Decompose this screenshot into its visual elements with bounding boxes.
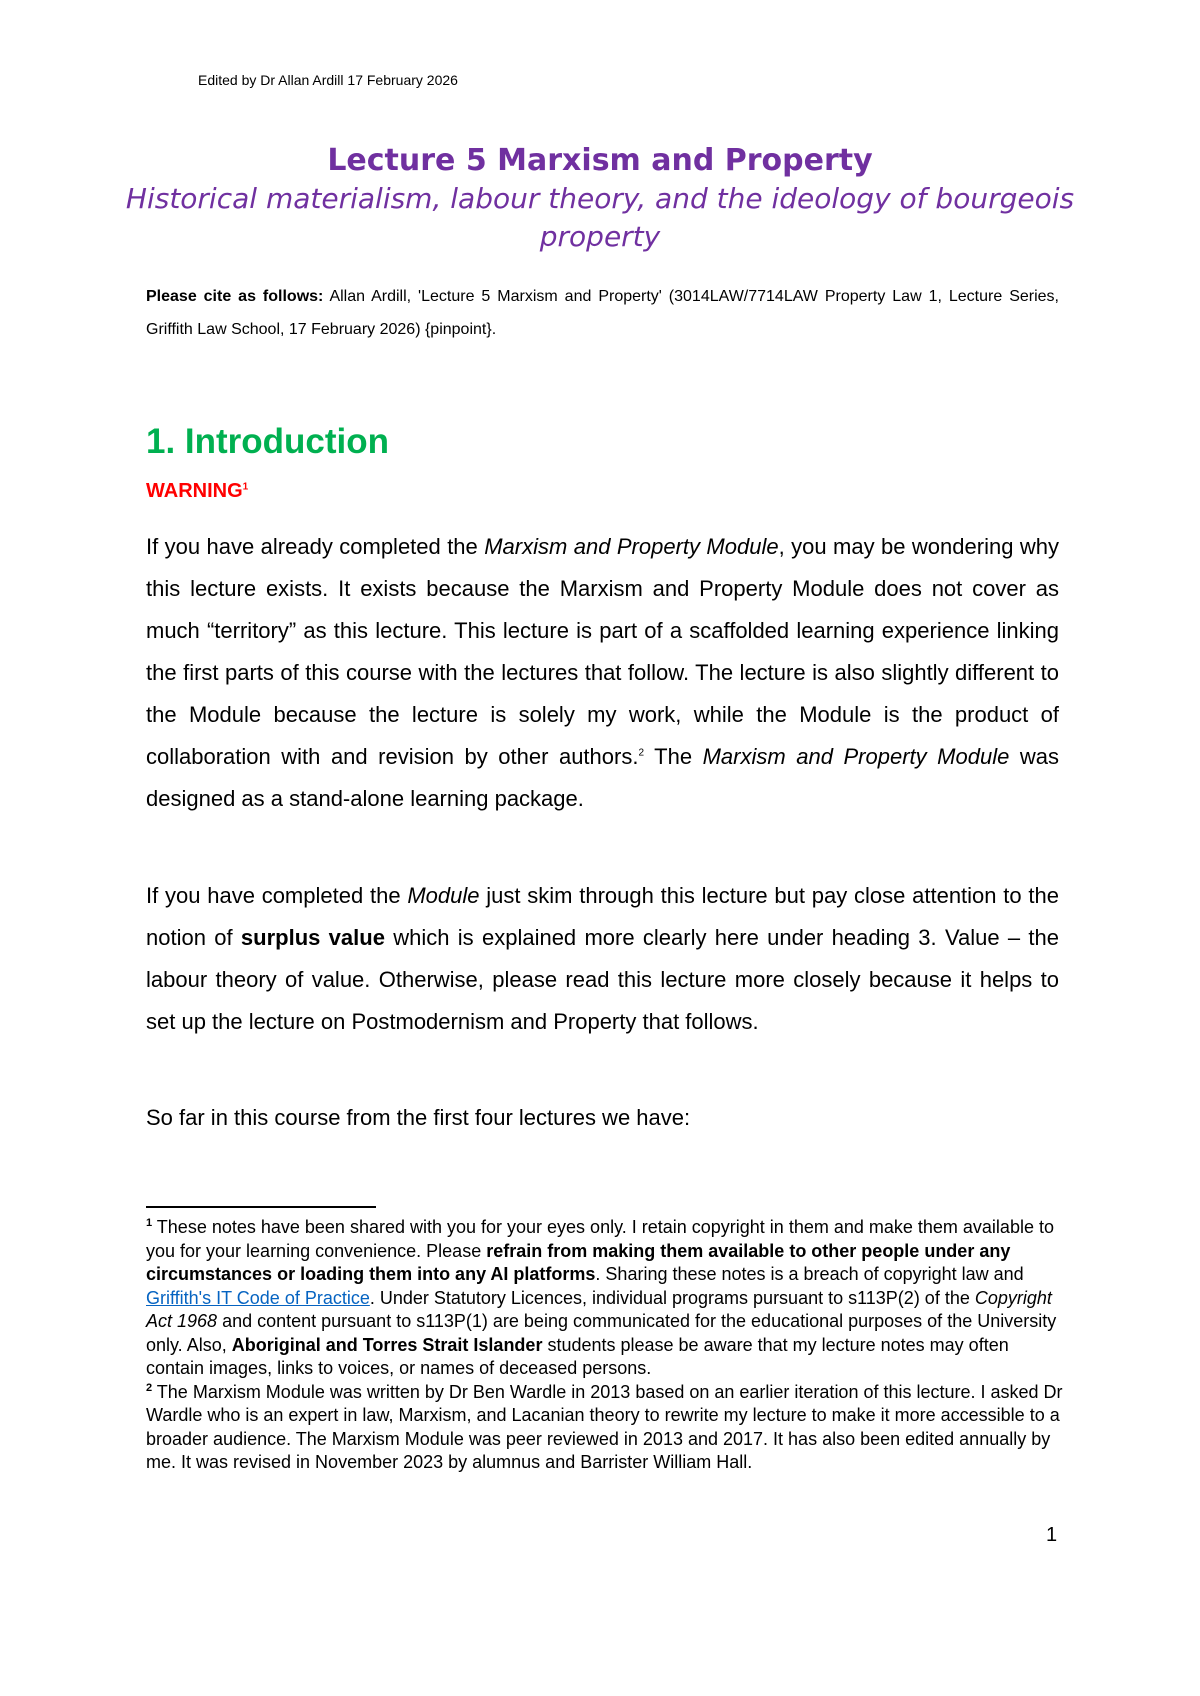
fn1-text-e: students please be aware that my lecture notes may often contain images, links to voices, or names of deceased persons.	[146, 1334, 1009, 1378]
footnote-ref-2[interactable]: 2	[638, 747, 645, 759]
p1-text-c: The	[644, 744, 703, 769]
fn1-text-c: . Under Statutory Licences, individual programs pursuant to s113P(2) of the	[369, 1287, 975, 1308]
footnotes	[146, 1216, 1066, 1475]
p2-text-c: which is explained more clearly here under heading 3. Value – the labour theory of value. Otherwise, please read this lecture more closely because it helps to set up the lecture on Postmodernism and Property that follows.	[146, 925, 1060, 1034]
title-block	[120, 142, 1080, 256]
page-subtitle: Historical materialism, labour theory, and the ideology of bourgeois property	[125, 182, 1075, 253]
section-heading-introduction: 1. Introduction	[146, 422, 390, 461]
paragraph-3: So far in this course from the first four lectures we have:	[146, 1105, 691, 1130]
warning-text: WARNING	[146, 480, 243, 502]
paragraph-1	[146, 526, 1059, 820]
footnote-separator	[146, 1206, 376, 1208]
warning-label	[146, 480, 248, 503]
it-code-of-practice-link[interactable]: Griffith's IT Code of Practice	[146, 1287, 370, 1308]
footnote-1	[146, 1216, 1066, 1381]
p1-em-module-2: Marxism and Property Module	[702, 744, 1010, 769]
p2-text-a: If you have completed the	[146, 883, 408, 908]
footnote-1-number: 1	[146, 1217, 153, 1229]
p2-strong-surplus-value: surplus value	[240, 925, 385, 950]
p1-text-a: If you have already completed the	[146, 534, 485, 559]
paragraph-2	[146, 875, 1059, 1043]
p1-text-d: was designed as a stand-alone learning package.	[146, 744, 1059, 811]
p2-em-module: Module	[407, 883, 480, 908]
page-title: Lecture 5 Marxism and Property	[327, 143, 873, 178]
fn1-bold-a: refrain from making them available to other people under any circumstances or loading them into any AI platforms	[146, 1240, 1011, 1284]
citation-label: Please cite as follows:	[146, 288, 324, 305]
citation-text: Allan Ardill, 'Lecture 5 Marxism and Property' (3014LAW/7714LAW Property Law 1, Lecture Series, Griffith Law School, 17 February 2026) {pinpoint}.	[146, 288, 1059, 338]
footnote-ref-1[interactable]: 1	[242, 481, 249, 493]
citation	[146, 280, 1059, 346]
fn1-bold-d: Aboriginal and Torres Strait Islander	[231, 1334, 543, 1355]
fn1-text-d: and content pursuant to s113P(1) are being communicated for the educational purposes of the University only. Also,	[146, 1311, 1057, 1355]
fn1-em-copyright-act: Copyright Act 1968	[146, 1287, 1052, 1331]
fn1-text-b: . Sharing these notes is a breach of copyright law and	[595, 1264, 1024, 1284]
fn2-text: The Marxism Module was written by Dr Ben Wardle in 2013 based on an earlier iteration of this lecture. I asked Dr Wardle who is an expert in law, Marxism, and Lacanian theory to rewrite my lecture to make it more accessible to a broader audience. The Marxism Module was peer reviewed in 2013 and 2017. It has also been edited annually by me. It was revised in November 2023 by alumnus and Barrister William Hall.	[146, 1381, 1063, 1472]
p2-text-b: just skim through this lecture but pay close attention to the notion of	[146, 883, 1059, 950]
fn1-text-a: These notes have been shared with you for your eyes only. I retain copyright in them and make them available to you for your learning convenience. Please	[146, 1217, 1054, 1261]
p1-text-b: , you may be wondering why this lecture exists. It exists because the Marxism and Property Module does not cover as much “territory” as this lecture. This lecture is part of a scaffolded learning experience linking the first parts of this course with the lectures that follow. The lecture is also slightly different to the Module because the lecture is solely my work, while the Module is the product of collaboration with and revision by other authors.	[146, 534, 1059, 769]
footnote-2-number: 2	[146, 1381, 153, 1394]
edited-by-note: Edited by Dr Allan Ardill 17 February 2026	[198, 72, 458, 88]
page-number: 1	[1046, 1524, 1058, 1546]
footnote-2	[146, 1381, 1066, 1475]
p1-em-module: Marxism and Property Module	[484, 534, 779, 559]
